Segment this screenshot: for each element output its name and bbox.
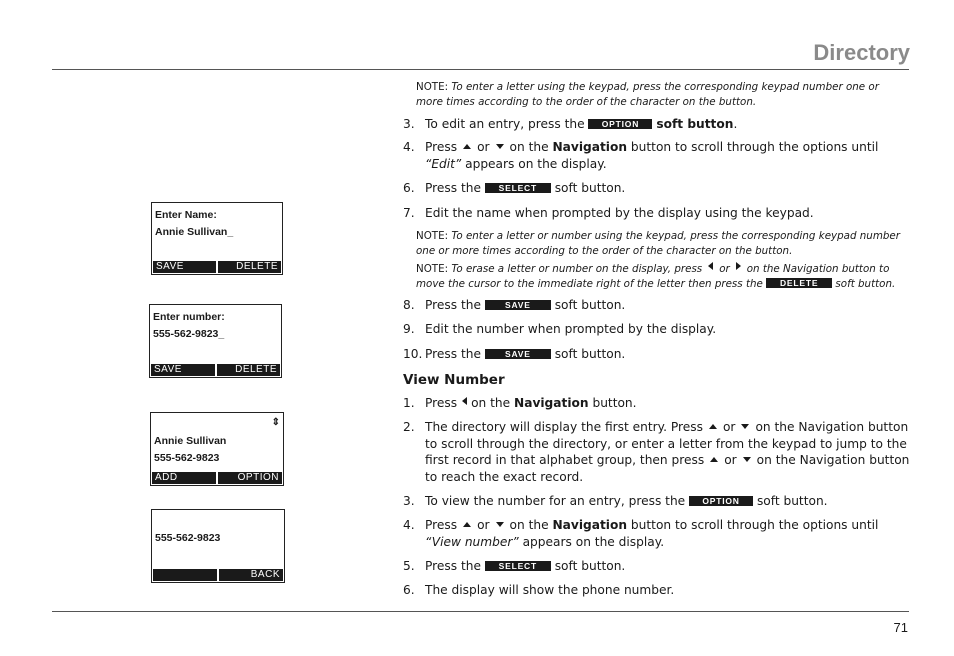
phone-screen-enter-number: Enter number: 555-562-9823_ SAVE DELETE [149,304,282,378]
phone-screen-view-number: 555-562-9823 BACK [151,509,285,583]
step-edit-6: 6. Press the SELECT soft button. [403,181,626,195]
down-arrow-icon [496,522,504,527]
phone-screen-entry: ⇕ Annie Sullivan 555-562-9823 ADD OPTION [150,412,284,486]
up-arrow-icon [463,522,471,527]
page-number: 71 [893,620,908,635]
header-rule [52,69,909,70]
step-edit-3: 3. To edit an entry, press the OPTION soft button. [403,117,738,131]
up-arrow-icon [710,457,718,462]
delete-key-icon: DELETE [766,278,832,288]
left-arrow-icon [708,262,713,270]
select-key-icon: SELECT [485,183,551,193]
step-view-2: 2. The directory will display the first entry. Press or on the Navigation button to scroll through the directory, or enter a letter from the keypad to jump to the first record in that alphabet group, then press or on the Navigation button to reach the exact record. [403,420,910,484]
down-arrow-icon [743,457,751,462]
note-erase: NOTE: To erase a letter or number on the display, press or on the Navigation button to move the cursor to the immediate right of the letter then press the DELETE soft button. [416,263,896,290]
step-view-4: 4. Press or on the Navigation button to scroll through the options until “View number” appears on the display. [403,518,879,549]
note-keypad-letter: NOTE: To enter a letter using the keypad, press the corresponding keypad number one or more times according to the order of the character on the button. [416,81,879,108]
step-edit-7: 7. Edit the name when prompted by the display using the keypad. [403,206,814,220]
step-edit-4: 4. Press or on the Navigation button to scroll through the options until “Edit” appears on the display. [403,140,879,171]
step-view-3: 3. To view the number for an entry, press the OPTION soft button. [403,494,828,508]
softkey-save: SAVE [153,261,216,273]
step-edit-8: 8. Press the SAVE soft button. [403,298,626,312]
select-key-icon: SELECT [485,561,551,571]
up-arrow-icon [709,424,717,429]
note-keypad-letter-number: NOTE: To enter a letter or number using the keypad, press the corresponding keypad number one or more times according to the order of the character on the button. [416,230,900,257]
softkey-delete: DELETE [218,261,281,273]
softkey-blank [153,569,217,581]
save-key-icon: SAVE [485,349,551,359]
softkey-add: ADD [152,472,216,484]
option-key-icon: OPTION [689,496,753,506]
softkey-option: OPTION [218,472,282,484]
softkey-delete: DELETE [217,364,281,376]
option-key-icon: OPTION [588,119,652,129]
phone-screen-enter-name: Enter Name: Annie Sullivan_ SAVE DELETE [151,202,283,275]
softkey-save: SAVE [151,364,215,376]
page-title: Directory [813,40,910,65]
step-edit-9: 9. Edit the number when prompted by the display. [403,322,717,336]
down-arrow-icon [496,144,504,149]
step-view-5: 5. Press the SELECT soft button. [403,559,626,573]
up-arrow-icon [463,144,471,149]
right-arrow-icon [736,262,741,270]
step-view-1: 1. Press on the Navigation button. [403,396,637,410]
left-arrow-icon [462,397,467,405]
step-view-6: 6. The display will show the phone number. [403,583,675,597]
footer-rule [52,611,909,612]
step-edit-10: 10. Press the SAVE soft button. [403,347,626,361]
scroll-updown-icon: ⇕ [271,417,280,428]
section-heading-view-number: View Number [403,372,505,388]
save-key-icon: SAVE [485,300,551,310]
down-arrow-icon [741,424,749,429]
softkey-back: BACK [219,569,283,581]
